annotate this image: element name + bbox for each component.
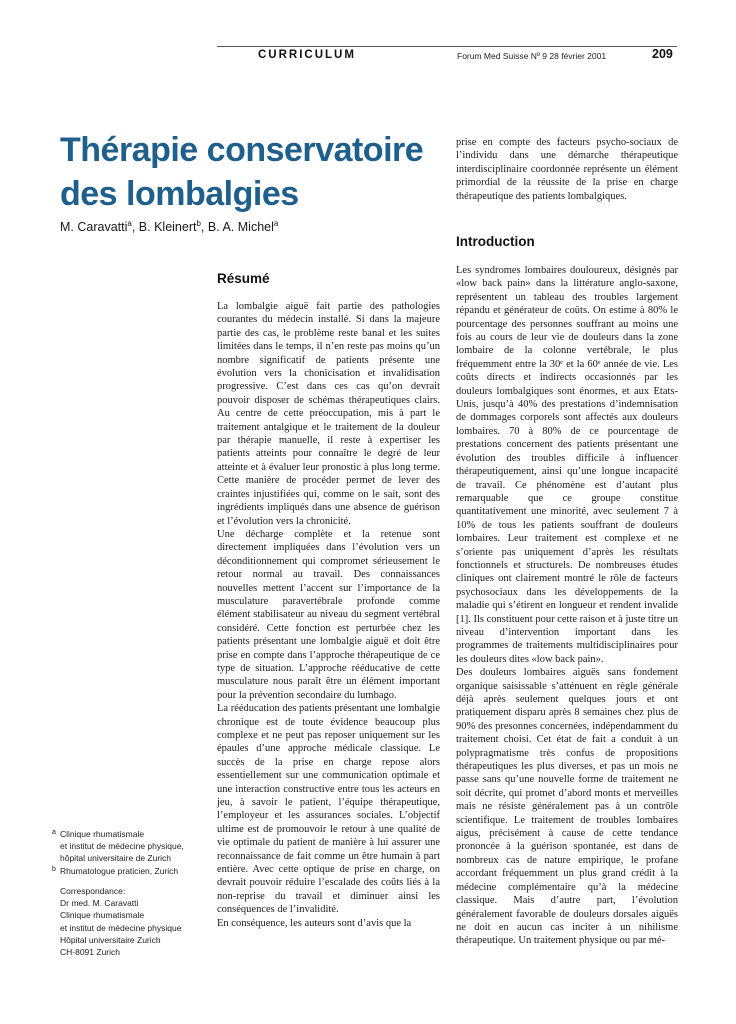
affiliation-entry [52, 852, 212, 864]
resume-paragraph: Une décharge complète et la retenue sont directement impliquées dans l’évolution vers un déconditionnement qui compromet sérieusement le retour normal au travail. Des connaissances nouvelles mettent l’accent sur l’importance de la musculature paravertébrale profonde comme élément stabilisateur au niveau du segment vertébral considéré. Cette fonction est perturbée chez les patients présentant une lombalgie aiguë et doit être prise en compte dans l’approche thérapeutique de ce type de situation. L’approche rééducative de cette musculature nous paraît être un élément important pour la prévention secondaire du lumbago. [217, 528, 440, 701]
page-number: 209 [652, 47, 673, 61]
resume-body [217, 300, 440, 930]
affiliation-line: hôpital universitaire de Zurich [60, 853, 172, 864]
affiliation-entry [52, 865, 212, 877]
correspondance-line: Clinique rhumatismale [60, 910, 145, 921]
affiliation-mark: b [52, 865, 56, 873]
author-name: B. Kleinert [138, 220, 197, 235]
introduction-paragraph: Des douleurs lombaires aiguës sans fondement organique saisissable s’atténuent en règle générale déjà après seulement quelques jours et ont pratiquement disparu après 8 semaines chez plus de 90% des presonnes concernées, indépendamment du traitement choisi. Cet état de fait a conduit à un polypragmatisme très confus de propositions thérapeutiques les plus diverses, et pas un mois ne passe sans qu’une nouvelle forme de traitement ne soit décrite, qui promet d’abord monts et merveilles mais ne résiste généralement pas à un contrôle scientifique. Le traitement de troubles lombaires aigus, précisément à cause de cette tendance prononcée à la guérison spontanée, est dans de nombreux cas de nature empirique, le profane accordant fréquemment un plus grand crédit à la médecine complémentaire qu’à la médecine classique. Mais d’autre part, l’évolution généralement favorable de douleurs dorsales aiguës ne doit en aucun cas inciter à un nihilisme thérapeutique. Un traitement physique ou par mé- [456, 667, 678, 947]
resume-paragraph: En conséquence, les auteurs sont d’avis que la [217, 917, 412, 929]
author-separator: , [131, 220, 139, 235]
article-title: Thérapie conservatoire des lombalgies [60, 131, 424, 213]
author-affiliation-mark: a [273, 219, 279, 228]
correspondance-line: Hôpital universitaire Zurich [60, 934, 161, 945]
author-affiliation-mark: a [127, 219, 132, 228]
affiliation-mark: a [52, 829, 56, 836]
affiliations [52, 828, 212, 877]
section-label: CURRICULUM [258, 49, 356, 61]
affiliation-entry [52, 840, 212, 852]
affiliation-entry [52, 828, 212, 840]
affiliation-line: Clinique rhumatismale [60, 829, 145, 839]
resume-paragraph: La rééducation des patients présentant une lombalgie chronique est de toute évidence beaucoup plus complexe et ne peut pas reposer uniquement sur les épaules d’une approche médicale classique. Le succès de la prise en charge repose alors essentiellement sur une communication optimale et une interaction constructive entre tous les acteurs en jeu, à savoir le patient, l’équipe thérapeutique, l’employeur et les assurances sociales. L’objectif ultime est de promouvoir le retour à une qualité de vie optimale du patient de manière à lui assurer une reconnaissance de fait comme un être humain à part entière. Avec cette optique de prise en charge, on devrait pouvoir réduire l’escalade des coûts liés à la non-reprise du travail et diminuer ainsi les conséquences de l’invalidité. [217, 703, 440, 916]
resume-heading: Résumé [217, 271, 270, 286]
correspondance-line: Dr med. M. Caravatti [60, 898, 139, 909]
author-affiliation-mark: b [196, 219, 201, 228]
resume-paragraph-continued: prise en compte des facteurs psycho-sociaux de l’individu dans une démarche thérapeutique interdisciplinaire coordonnée représente un élément primordial de la réussite de la prise en charge thérapeutique des patients lombalgiques. [456, 137, 678, 202]
introduction-paragraph: Les syndromes lombaires douloureux, désignés par «low back pain» dans la littérature anglo-saxone, représentent un tableau des troubles largement répandu et générateur de coûts. On estime à 80% le pourcentage des personnes souffrant au moins une fois au cours de leur vie de douleurs dans la zone lombaire de la colonne vertébrale, le plus fréquemment entre la 30ᵉ et la 60ᵉ année de vie. Les coûts directs et indirects occasionnés par les douleurs lombalgiques sont énormes, et aux Etats-Unis, jusqu’à 40% des prestations d’indemnisation de dommages corporels sont affectés aux douleurs lombaires. 70 à 80% de ce pourcentage de prestations concernent des patients présentant une évolution des troubles difficile à influencer thérapeutiquement, ainsi qu’une longue incapacité de travail. Ce phénomène est d’autant plus remarquable que ce groupe constitue quantitativement une minorité, avec seulement 7 à 10% de tous les patients souffrant de douleurs lombaires. Leur traitement est complexe et ne s’oriente pas uniquement d’après les résultats fonctionnels et structurels. De nombreuses études cliniques ont clairement montré le rôle de facteurs psychosociaux dans les développements de la maladie qui s’étirent en longueur et rendent invalide [1]. Ils constituent pour cette raison et à juste titre un niveau d’intervention important dans les programmes de traitements multidisciplinaires pour les douleurs dites «low back pain». [456, 265, 678, 665]
correspondance-label: Correspondance: [60, 886, 126, 896]
correspondance-block [60, 885, 220, 958]
author-separator: , [200, 220, 208, 235]
correspondance-line: et institut de médecine physique [60, 922, 182, 933]
affiliation-line: et institut de médecine physique, [60, 841, 184, 852]
journal-citation: Forum Med Suisse Nº 9 28 février 2001 [457, 51, 607, 61]
affiliation-line: Rhumatologue praticien, Zurich [60, 865, 179, 876]
author-name: B. A. Michel [207, 220, 274, 235]
header-rule [217, 46, 677, 47]
resume-continuation [456, 136, 678, 203]
introduction-heading: Introduction [456, 234, 535, 249]
author-name: M. Caravatti [60, 220, 128, 235]
resume-paragraph: La lombalgie aiguë fait partie des pathologies courantes du médecin installé. Si dans la majeure partie des cas, le problème reste banal et les suites limitées dans le temps, il n’en reste pas moins qu’un nombre significatif de patients présente une évolution vers la chonicisation et invalidisation progressive. C’est dans ces cas qu’on devrait pouvoir disposer de schémas thérapeutiques clairs. Au centre de cette préoccupation, mis à part le traitement antalgique et le traitement de la douleur par thérapie manuelle, il reste à expertiser les patients atteints pour connaître le degré de leur atteinte et à évaluer leur pronostic à plus long terme. Cette manière de procéder permet de lever des craintes injustifiées qui, comme on le sait, sont des ingrédients impliqués dans une absence de guérison et l’évolution vers la chronicité. [217, 301, 440, 527]
correspondance-line: CH-8091 Zurich [60, 947, 120, 958]
introduction-body [456, 264, 678, 948]
author-list [60, 219, 278, 234]
